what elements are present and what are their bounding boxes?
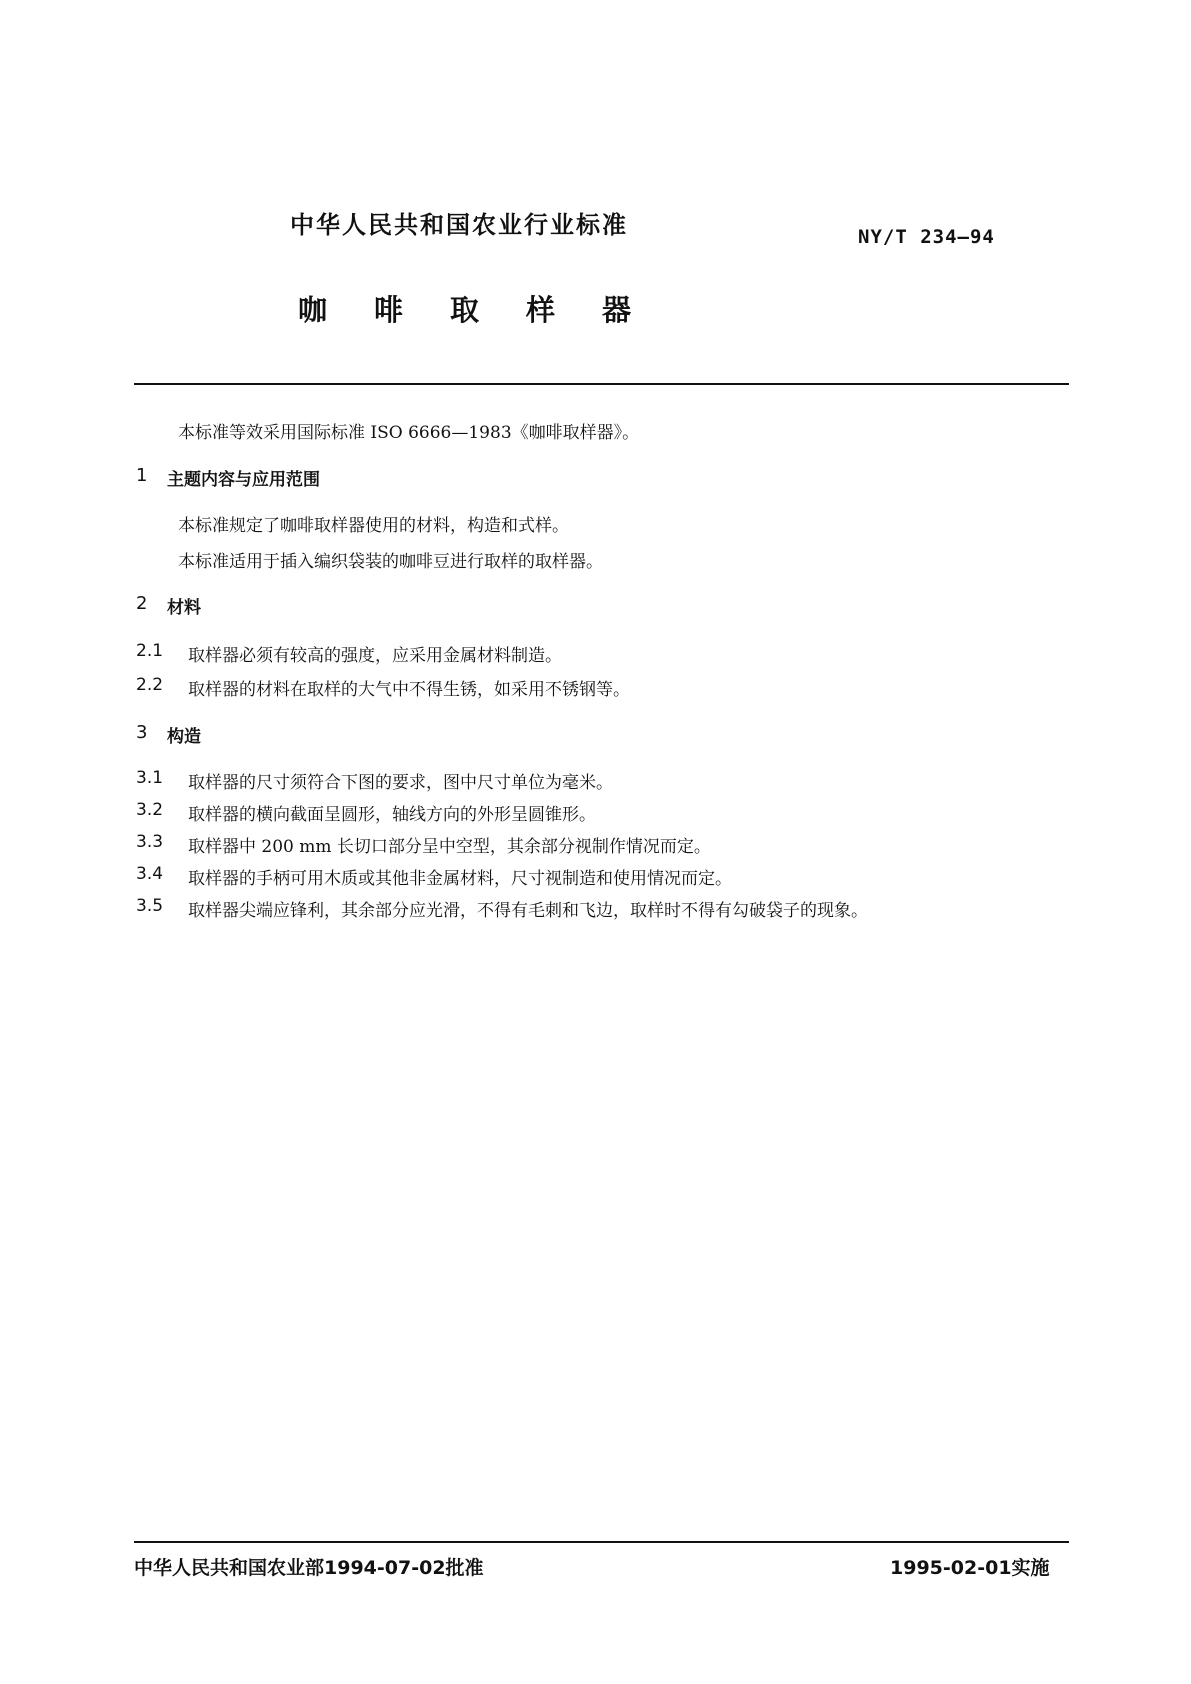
section-2-title: 材料 xyxy=(167,598,201,618)
section-3-title: 构造 xyxy=(167,727,201,747)
clause-2-1-number: 2.1 xyxy=(136,641,164,661)
clause-3-5-text: 取样器尖端应锋利，其余部分应光滑，不得有毛刺和飞边，取样时不得有勾破袋子的现象。 xyxy=(188,901,868,921)
header-divider xyxy=(134,383,1069,385)
issuer-title: 中华人民共和国农业行业标准 xyxy=(290,211,628,239)
section-1-number: 1 xyxy=(136,465,148,486)
section-1-paragraph-2: 本标准适用于插入编织袋装的咖啡豆进行取样的取样器。 xyxy=(178,552,603,572)
document-title: 咖啡取样器 xyxy=(298,293,679,327)
section-3-number: 3 xyxy=(136,722,148,743)
clause-3-5-number: 3.5 xyxy=(136,896,164,916)
intro-paragraph: 本标准等效采用国际标准 ISO 6666—1983《咖啡取样器》。 xyxy=(178,423,640,443)
clause-3-3-text: 取样器中 200 mm 长切口部分呈中空型，其余部分视制作情况而定。 xyxy=(188,837,711,857)
clause-3-1-text: 取样器的尺寸须符合下图的要求，图中尺寸单位为毫米。 xyxy=(188,773,613,793)
clause-2-2-text: 取样器的材料在取样的大气中不得生锈，如采用不锈钢等。 xyxy=(188,680,630,700)
section-1-paragraph-1: 本标准规定了咖啡取样器使用的材料，构造和式样。 xyxy=(178,516,569,536)
standard-code: NY/T 234—94 xyxy=(858,226,995,248)
section-1-title: 主题内容与应用范围 xyxy=(167,470,320,490)
footer-divider xyxy=(134,1541,1069,1543)
section-2-number: 2 xyxy=(136,593,148,614)
clause-3-4-number: 3.4 xyxy=(136,864,164,884)
clause-2-1-text: 取样器必须有较高的强度，应采用金属材料制造。 xyxy=(188,646,562,666)
effective-date: 1995-02-01实施 xyxy=(890,1557,1050,1579)
clause-3-2-number: 3.2 xyxy=(136,800,164,820)
clause-2-2-number: 2.2 xyxy=(136,675,164,695)
clause-3-4-text: 取样器的手柄可用木质或其他非金属材料，尺寸视制造和使用情况而定。 xyxy=(188,869,732,889)
clause-3-3-number: 3.3 xyxy=(136,832,164,852)
clause-3-1-number: 3.1 xyxy=(136,768,164,788)
approval-line: 中华人民共和国农业部1994-07-02批准 xyxy=(134,1557,484,1579)
clause-3-2-text: 取样器的横向截面呈圆形，轴线方向的外形呈圆锥形。 xyxy=(188,805,596,825)
